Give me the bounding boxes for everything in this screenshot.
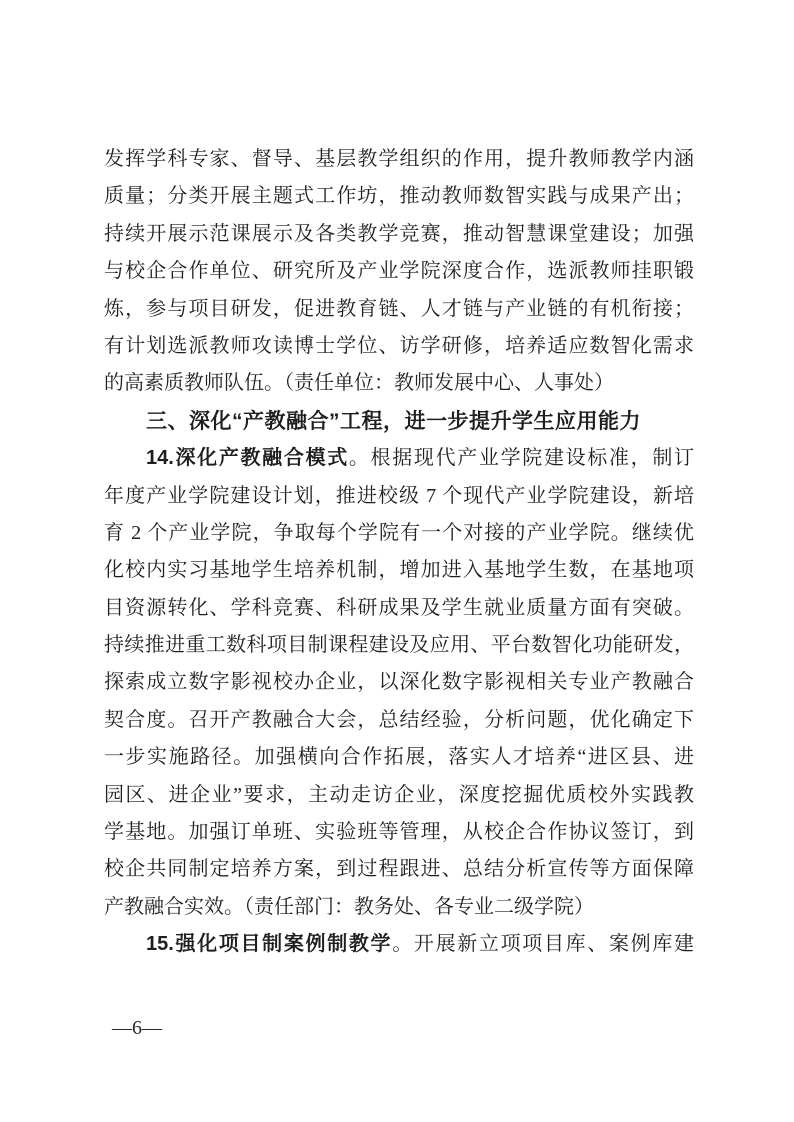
text-segment: 年度产业学院建设计划，推进校级 7 个现代产业学院建设，新培 — [104, 484, 694, 507]
text-line — [104, 178, 694, 215]
text-line — [104, 440, 694, 477]
text-segment: 校企共同制定培养方案，到过程跟进、总结分析宣传等方面保障 — [104, 858, 694, 881]
text-line — [104, 253, 694, 290]
text-line — [104, 814, 694, 851]
text-segment: 育 2 个产业学院，争取每个学院有一个对接的产业学院。继续优 — [104, 521, 694, 544]
text-segment: 探索成立数字影视校办企业，以深化数字影视相关专业产教融合 — [104, 671, 694, 694]
text-line — [104, 291, 694, 328]
text-segment: 有计划选派教师攻读博士学位、访学研修，培养适应数智化需求 — [104, 334, 694, 357]
text-segment: 产教融合实效。（责任部门：教务处、各专业二级学院） — [104, 895, 594, 918]
text-segment: 质量；分类开展主题式工作坊，推动教师数智实践与成果产出； — [104, 185, 694, 208]
document-body — [104, 141, 694, 964]
text-line — [104, 851, 694, 888]
text-segment: 化校内实习基地学生培养机制，增加进入基地学生数，在基地项 — [104, 559, 694, 582]
text-line — [104, 328, 694, 365]
text-segment: 契合度。召开产教融合大会，总结经验，分析问题，优化确定下 — [104, 708, 694, 731]
text-segment: 目资源转化、学科竞赛、科研成果及学生就业质量方面有突破。 — [104, 596, 694, 619]
text-line — [104, 216, 694, 253]
text-line — [104, 889, 694, 926]
text-line — [104, 664, 694, 701]
text-line — [104, 777, 694, 814]
text-segment: 与校企合作单位、研究所及产业学院深度合作，选派教师挂职锻 — [104, 260, 694, 283]
page-number: —6— — [112, 1017, 162, 1039]
bold-text-segment: 14.深化产教融合模式 — [146, 447, 349, 470]
text-line — [104, 141, 694, 178]
text-segment: 持续推进重工数科项目制课程建设及应用、平台数智化功能研发， — [104, 634, 694, 657]
text-line — [104, 365, 694, 402]
bold-text-segment: 三、深化“产教融合”工程，进一步提升学生应用能力 — [146, 409, 641, 433]
text-segment: 持续开展示范课展示及各类教学竞赛，推动智慧课堂建设；加强 — [104, 222, 694, 245]
text-segment: 园区、进企业”要求，主动走访企业，深度挖掘优质校外实践教 — [104, 783, 694, 806]
text-line — [104, 702, 694, 739]
text-segment: 。根据现代产业学院建设标准，制订 — [348, 447, 694, 470]
bold-text-segment: 15.强化项目制案例制教学 — [146, 933, 393, 956]
text-line — [104, 590, 694, 627]
text-segment: 的高素质教师队伍。（责任单位：教师发展中心、人事处） — [104, 372, 614, 395]
text-line — [104, 739, 694, 776]
text-line — [104, 478, 694, 515]
text-line — [104, 515, 694, 552]
text-segment: 一步实施路径。加强横向合作拓展，落实人才培养“进区县、进 — [104, 746, 694, 769]
section-heading — [104, 403, 694, 440]
text-segment: 。开展新立项项目库、案例库建 — [392, 933, 694, 956]
text-line — [104, 627, 694, 664]
text-segment: 炼，参与项目研发，促进教育链、人才链与产业链的有机衔接； — [104, 297, 694, 320]
text-line — [104, 926, 694, 963]
text-segment: 发挥学科专家、督导、基层教学组织的作用，提升教师教学内涵 — [104, 148, 694, 170]
text-line — [104, 552, 694, 589]
text-segment: 学基地。加强订单班、实验班等管理，从校企合作协议签订，到 — [104, 821, 694, 844]
